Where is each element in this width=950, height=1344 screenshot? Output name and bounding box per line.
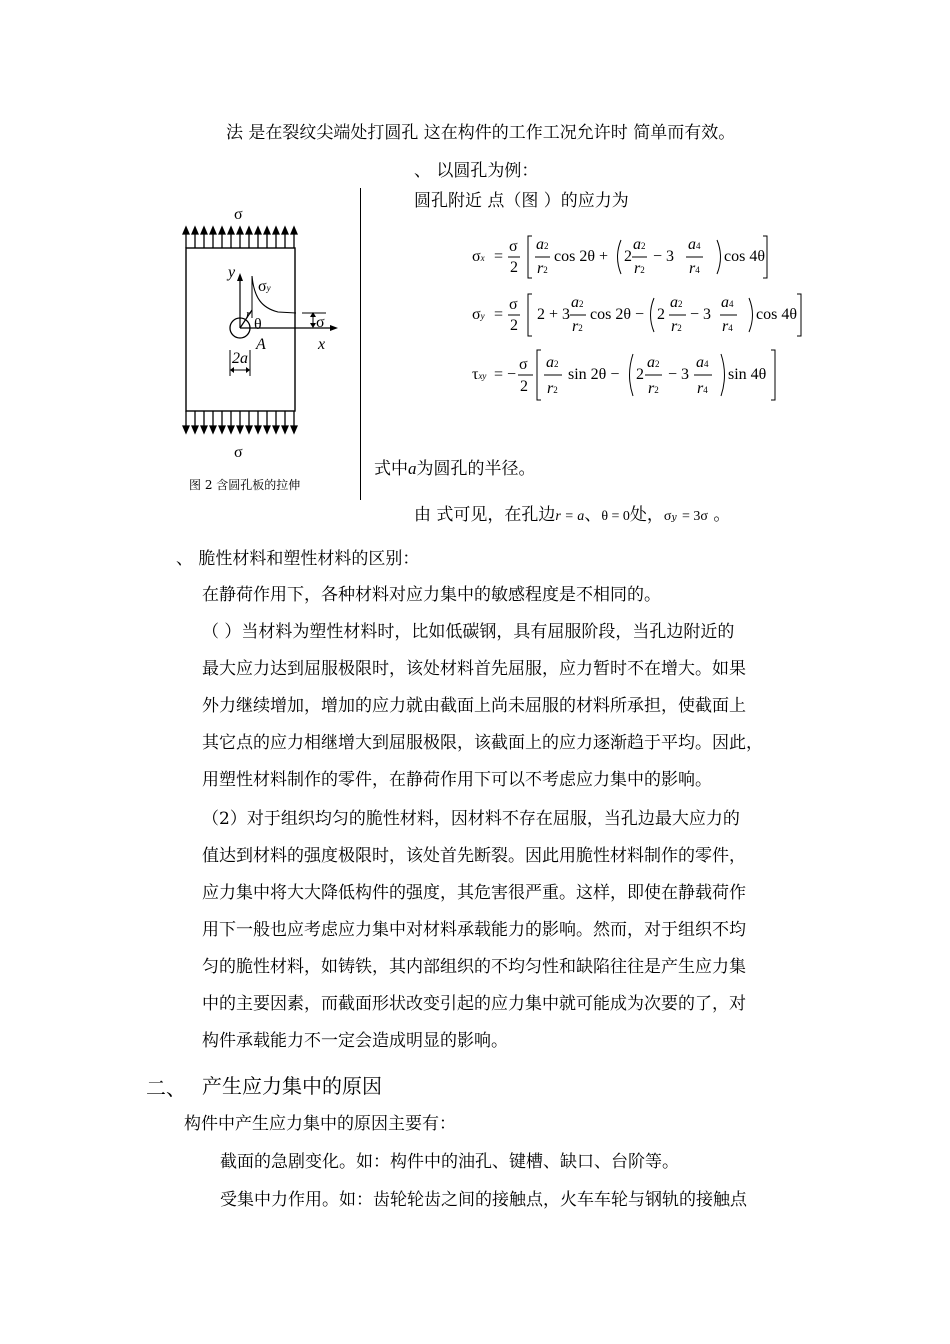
figure-sigma-bottom: σ	[234, 444, 243, 461]
section-b-heading: 、 脆性材料和塑性材料的区别：	[176, 549, 420, 569]
section-2-item-2: 受集中力作用。如：齿轮轮齿之间的接触点，火车车轮与钢轨的接触点	[220, 1190, 747, 1210]
section-2-item-1: 截面的急剧变化。如：构件中的油孔、键槽、缺口、台阶等。	[220, 1152, 679, 1172]
text-line-top-3: 圆孔附近 点（图 ）的应力为	[414, 191, 629, 211]
figure-sigma-right: σ	[316, 314, 325, 331]
section-2-intro: 构件中产生应力集中的原因主要有：	[184, 1114, 456, 1134]
paragraph-line: 匀的脆性材料，如铸铁，其内部组织的不均匀性和缺陷往往是产生应力集	[202, 957, 746, 977]
figure-x-label: x	[318, 336, 326, 353]
paragraph-line: 值达到材料的强度极限时，该处首先断裂。因此用脆性材料制作的零件，	[202, 846, 746, 866]
paragraph-line: 其它点的应力相继增大到屈服极限，该截面上的应力逐渐趋于平均。因此，	[202, 733, 763, 753]
radius-note: 式中a为圆孔的半径。	[374, 459, 536, 479]
paragraph-line: 用塑性材料制作的零件，在静荷作用下可以不考虑应力集中的影响。	[202, 770, 712, 790]
paragraph-line: 外力继续增加，增加的应力就由截面上尚未屈服的材料所承担，使截面上	[202, 696, 746, 716]
figure-r-label: r	[246, 306, 252, 321]
section-b-intro: 在静荷作用下，各种材料对应力集中的敏感程度是不相同的。	[202, 585, 661, 605]
paragraph-line: 最大应力达到屈服极限时，该处材料首先屈服，应力暂时不在增大。如果	[202, 659, 746, 679]
paragraph-line: 用下一般也应考虑应力集中对材料承载能力的影响。然而，对于组织不均	[202, 920, 746, 940]
paragraph-line: （ ）当材料为塑性材料时，比如低碳钢，具有屈服阶段，当孔边附近的	[202, 622, 735, 642]
section-2-title: 产生应力集中的原因	[202, 1074, 382, 1098]
paragraph-line: 构件承载能力不一定会造成明显的影响。	[202, 1031, 508, 1051]
paragraph-line: 应力集中将大大降低构件的强度，其危害很严重。这样，即使在静载荷作	[202, 883, 746, 903]
figure-caption: 图 2 含圆孔板的拉伸	[189, 478, 301, 492]
text-line-top-1: 法 是在裂纹尖端处打圆孔 这在构件的工作工况允许时 简单而有效。	[226, 123, 736, 143]
condition-line: 由 式可见，在孔边r = a、θ = 0处，σy = 3σ 。	[414, 505, 731, 525]
figure-y-label: y	[228, 264, 236, 281]
paragraph-line: 中的主要因素，而截面形状改变引起的应力集中就可能成为次要的了，对	[202, 994, 746, 1014]
figure-theta-label: θ	[254, 316, 262, 333]
figure-point-a-label: A	[256, 336, 266, 353]
figure-width-label: 2a	[232, 350, 248, 367]
section-2-number: 二、	[146, 1076, 186, 1100]
figure-sigma-y-label: σy	[258, 278, 271, 295]
paragraph-line: （2）对于组织均匀的脆性材料，因材料不存在屈服，当孔边最大应力的	[202, 809, 740, 829]
text-line-top-2: 、 以圆孔为例：	[414, 161, 539, 181]
figure-sigma-top: σ	[234, 206, 243, 223]
